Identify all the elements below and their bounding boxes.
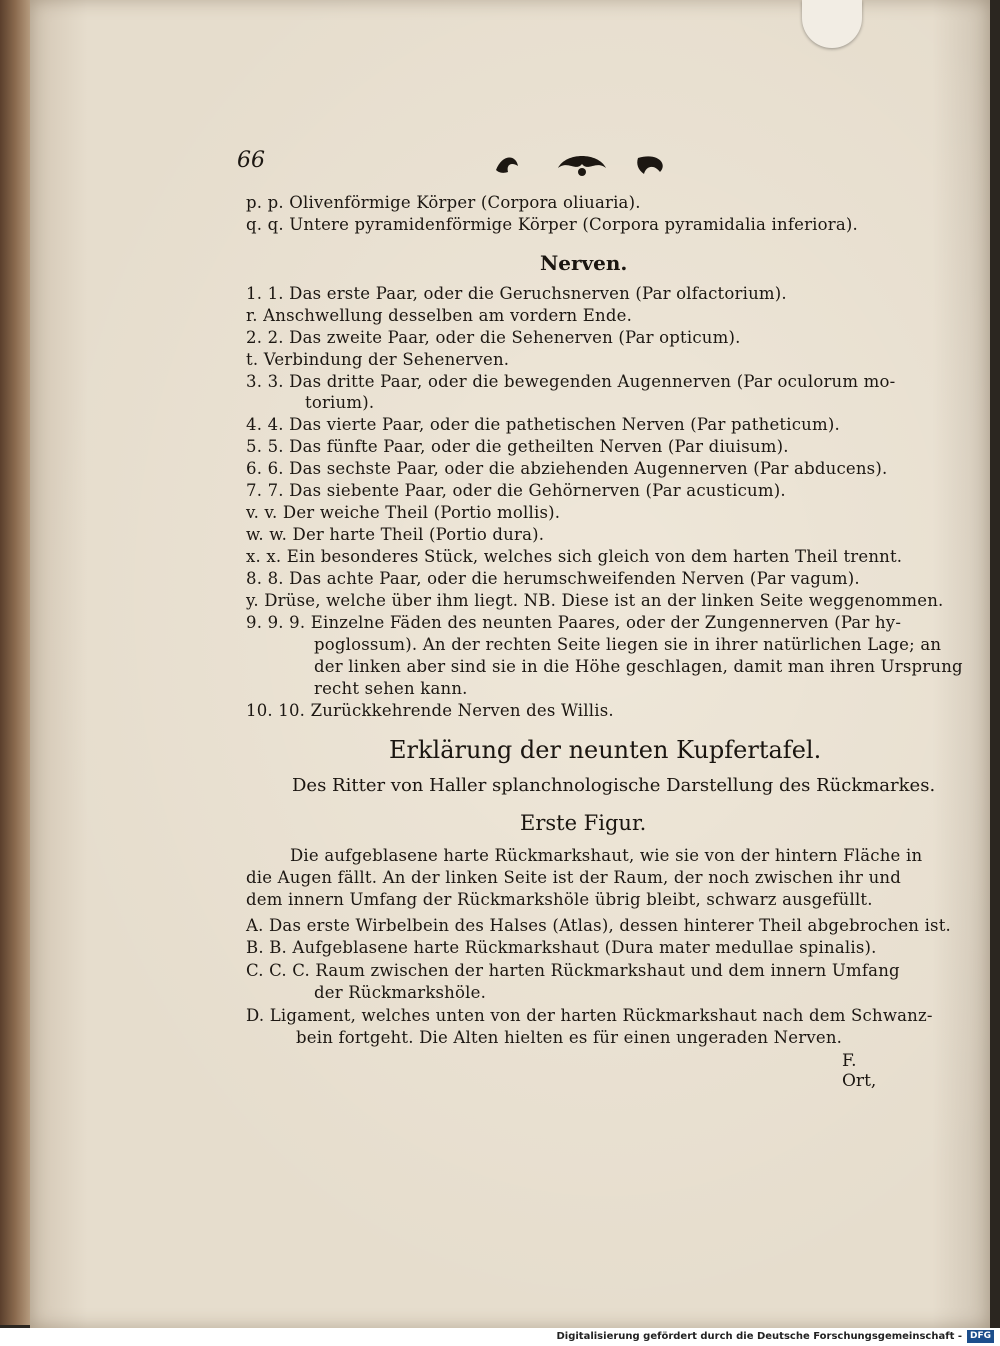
text-line: x. x. Ein besonderes Stück, welches sich gleich von dem harten Theil trennt. — [246, 547, 903, 566]
dfg-logo: DFG — [967, 1330, 994, 1343]
catchword: F. Ort, — [842, 1051, 877, 1091]
text-line: y. Drüse, welche über ihm liegt. NB. Diese ist an der linken Seite weggenommen. — [246, 591, 944, 610]
text-line: die Augen fällt. An der linken Seite ist der Raum, der noch zwischen ihr und — [246, 868, 901, 887]
text-line: p. p. Olivenförmige Körper (Corpora oliuaria). — [246, 193, 641, 212]
text-line: dem innern Umfang der Rückmarkshöle übrig bleibt, schwarz ausgefüllt. — [246, 890, 873, 909]
text-line: D. Ligament, welches unten von der harten Rückmarkshaut nach dem Schwanz- — [246, 1006, 933, 1025]
text-line: w. w. Der harte Theil (Portio dura). — [246, 525, 545, 544]
text-line: 3. 3. Das dritte Paar, oder die bewegenden Augennerven (Par oculorum mo- — [246, 372, 896, 391]
text-line: bein fortgeht. Die Alten hielten es für einen ungeraden Nerven. — [296, 1028, 843, 1047]
text-line: 2. 2. Das zweite Paar, oder die Sehenerven (Par opticum). — [246, 328, 741, 347]
text-line: A. Das erste Wirbelbein des Halses (Atlas), dessen hinterer Theil abgebrochen ist. — [246, 916, 951, 935]
text-line: 6. 6. Das sechste Paar, oder die abziehenden Augennerven (Par abducens). — [246, 459, 888, 478]
text-line: recht sehen kann. — [314, 679, 468, 698]
page-number: 66 — [237, 148, 265, 173]
text-line: poglossum). An der rechten Seite liegen sie in ihrer natürlichen Lage; an — [314, 635, 942, 654]
digitization-footer — [0, 1328, 1000, 1346]
section-heading: Nerven. — [540, 251, 628, 275]
text-line: 9. 9. 9. Einzelne Fäden des neunten Paares, oder der Zungennerven (Par hy- — [246, 613, 902, 632]
text-line: 5. 5. Das fünfte Paar, oder die getheilten Nerven (Par diuisum). — [246, 437, 789, 456]
text-line: 1. 1. Das erste Paar, oder die Geruchsnerven (Par olfactorium). — [246, 284, 787, 303]
text-line: B. B. Aufgeblasene harte Rückmarkshaut (Dura mater medullae spinalis). — [246, 938, 877, 957]
text-line: torium). — [305, 393, 375, 412]
text-line: r. Anschwellung desselben am vordern Ende. — [246, 306, 633, 325]
text-line: der Rückmarkshöle. — [314, 983, 487, 1002]
text-line: 7. 7. Das siebente Paar, oder die Gehörnerven (Par acusticum). — [246, 481, 786, 500]
text-line: 8. 8. Das achte Paar, oder die herumschweifenden Nerven (Par vagum). — [246, 569, 860, 588]
printer-ornament-icon — [488, 150, 678, 180]
binder-clip-icon — [802, 0, 862, 48]
text-line: 4. 4. Das vierte Paar, oder die pathetischen Nerven (Par patheticum). — [246, 415, 840, 434]
text-line: der linken aber sind sie in die Höhe geschlagen, damit man ihren Ursprung — [314, 657, 963, 676]
text-line: Die aufgeblasene harte Rückmarkshaut, wie sie von der hintern Fläche in — [290, 846, 923, 865]
text-line: v. v. Der weiche Theil (Portio mollis). — [246, 503, 561, 522]
plate-heading: Erklärung der neunten Kupfertafel. — [389, 736, 822, 764]
plate-subheading: Des Ritter von Haller splanchnologische Darstellung des Rückmarkes. — [292, 775, 936, 796]
text-line: t. Verbindung der Sehenerven. — [246, 350, 510, 369]
text-line: C. C. C. Raum zwischen der harten Rückmarkshaut und dem innern Umfang — [246, 961, 900, 980]
footer-text: Digitalisierung gefördert durch die Deutsche Forschungsgemeinschaft - — [556, 1331, 962, 1342]
figure-heading: Erste Figur. — [520, 811, 647, 835]
text-line: 10. 10. Zurückkehrende Nerven des Willis. — [246, 701, 614, 720]
text-line: q. q. Untere pyramidenförmige Körper (Corpora pyramidalia inferiora). — [246, 215, 858, 234]
